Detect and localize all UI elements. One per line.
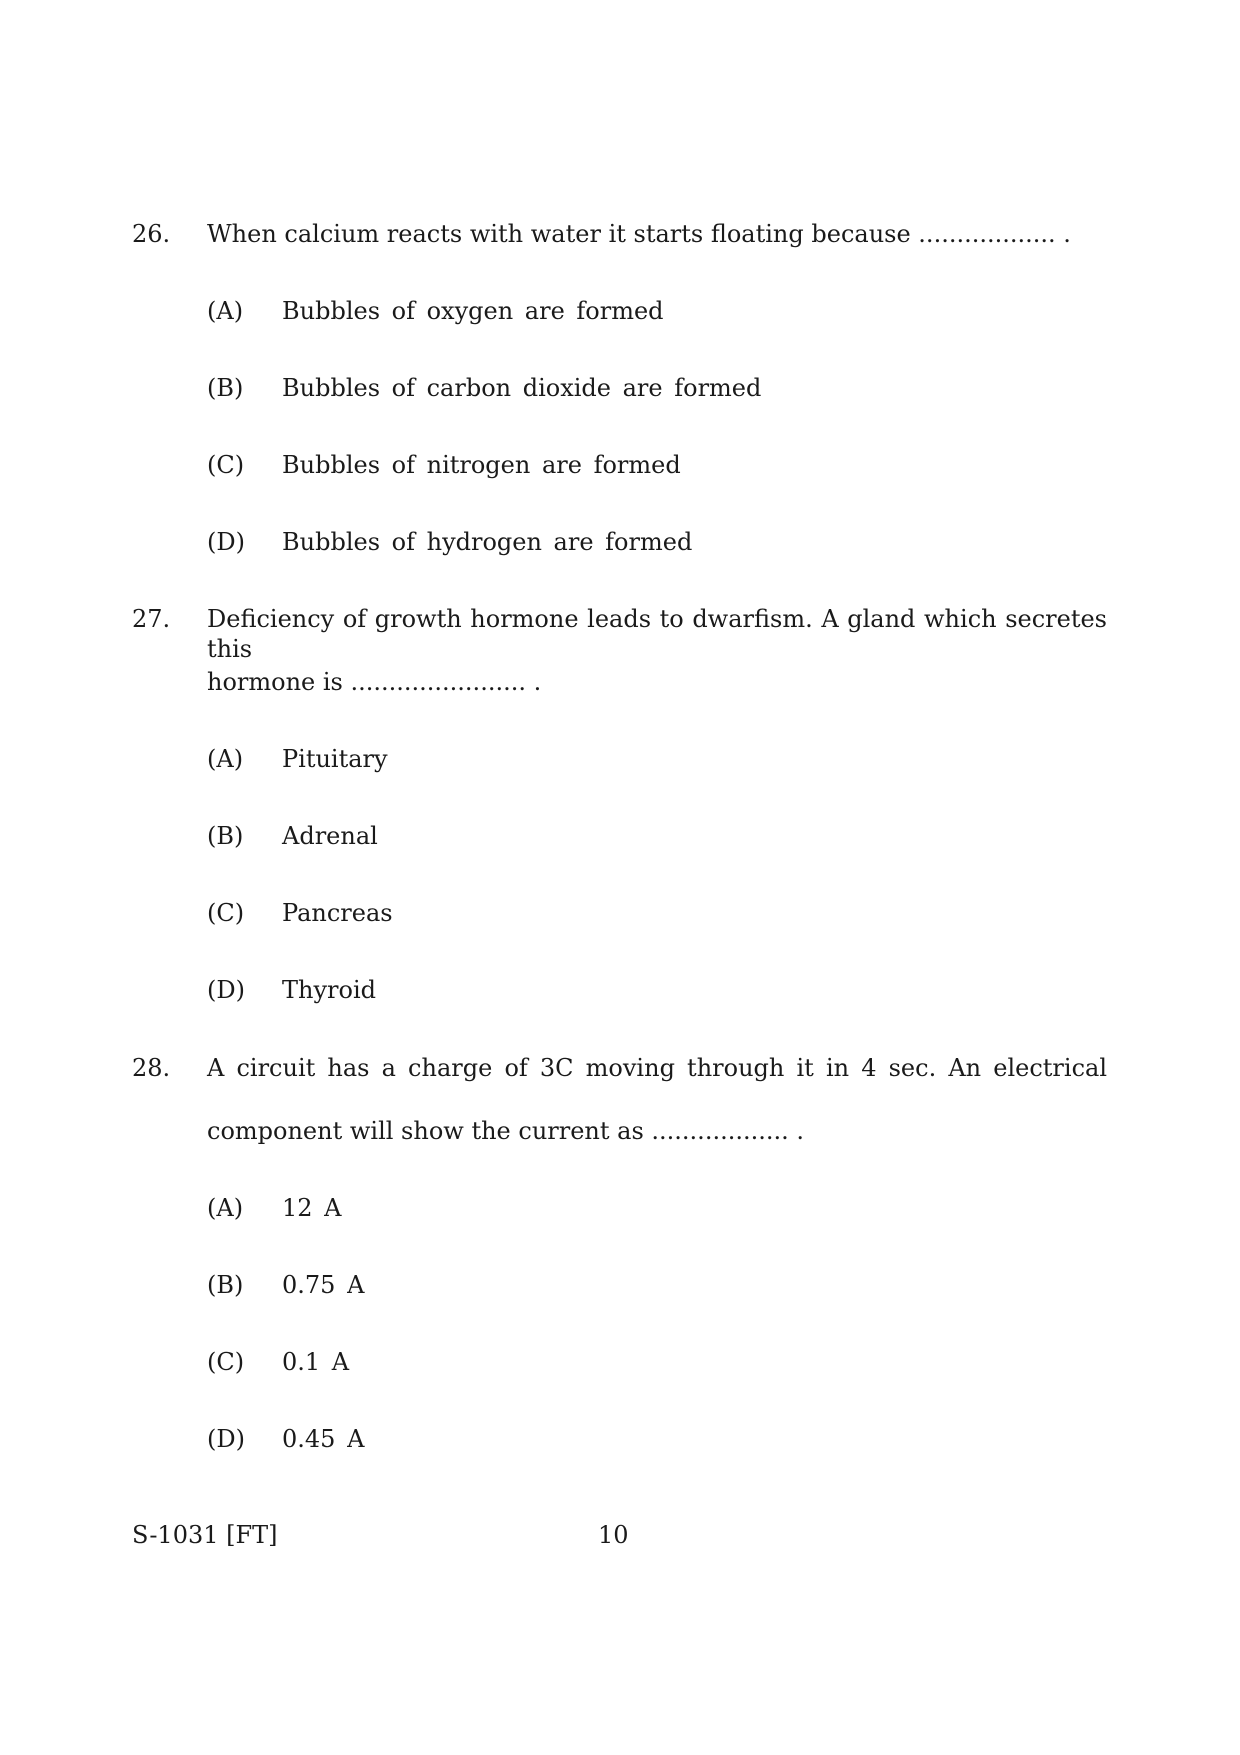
option-text: 12 A	[282, 1194, 342, 1222]
option-label: (C)	[207, 899, 245, 927]
question-text-line: When calcium reacts with water it starts floating because .................. .	[207, 220, 1071, 248]
page-number: 10	[598, 1521, 629, 1549]
option-text: Bubbles of nitrogen are formed	[282, 451, 681, 479]
option-text: Pancreas	[282, 899, 393, 927]
question-number: 27.	[132, 605, 171, 633]
option-label: (D)	[207, 976, 245, 1004]
question-number: 26.	[132, 220, 171, 248]
option-text: Bubbles of carbon dioxide are formed	[282, 374, 762, 402]
option-label: (B)	[207, 374, 244, 402]
question-text-line: A circuit has a charge of 3C moving through it in 4 sec. An electrical	[207, 1054, 1107, 1082]
question-text-line: Deficiency of growth hormone leads to dwarfism. A gland which secretes this	[207, 605, 1107, 663]
option-text: 0.75 A	[282, 1271, 365, 1299]
option-text: 0.1 A	[282, 1348, 350, 1376]
option-label: (B)	[207, 822, 244, 850]
option-text: 0.45 A	[282, 1425, 365, 1453]
option-label: (C)	[207, 451, 245, 479]
paper-code: S-1031 [FT]	[132, 1521, 278, 1549]
option-text: Bubbles of oxygen are formed	[282, 297, 664, 325]
option-text: Thyroid	[282, 976, 376, 1004]
question-number: 28.	[132, 1054, 171, 1082]
question-text-line: hormone is ....................... .	[207, 668, 542, 696]
option-label: (A)	[207, 1194, 244, 1222]
option-text: Bubbles of hydrogen are formed	[282, 528, 693, 556]
option-text: Adrenal	[282, 822, 378, 850]
option-label: (C)	[207, 1348, 245, 1376]
option-text: Pituitary	[282, 745, 388, 773]
option-label: (D)	[207, 1425, 245, 1453]
option-label: (A)	[207, 745, 244, 773]
option-label: (B)	[207, 1271, 244, 1299]
option-label: (D)	[207, 528, 245, 556]
option-label: (A)	[207, 297, 244, 325]
question-text-line: component will show the current as .................. .	[207, 1117, 804, 1145]
